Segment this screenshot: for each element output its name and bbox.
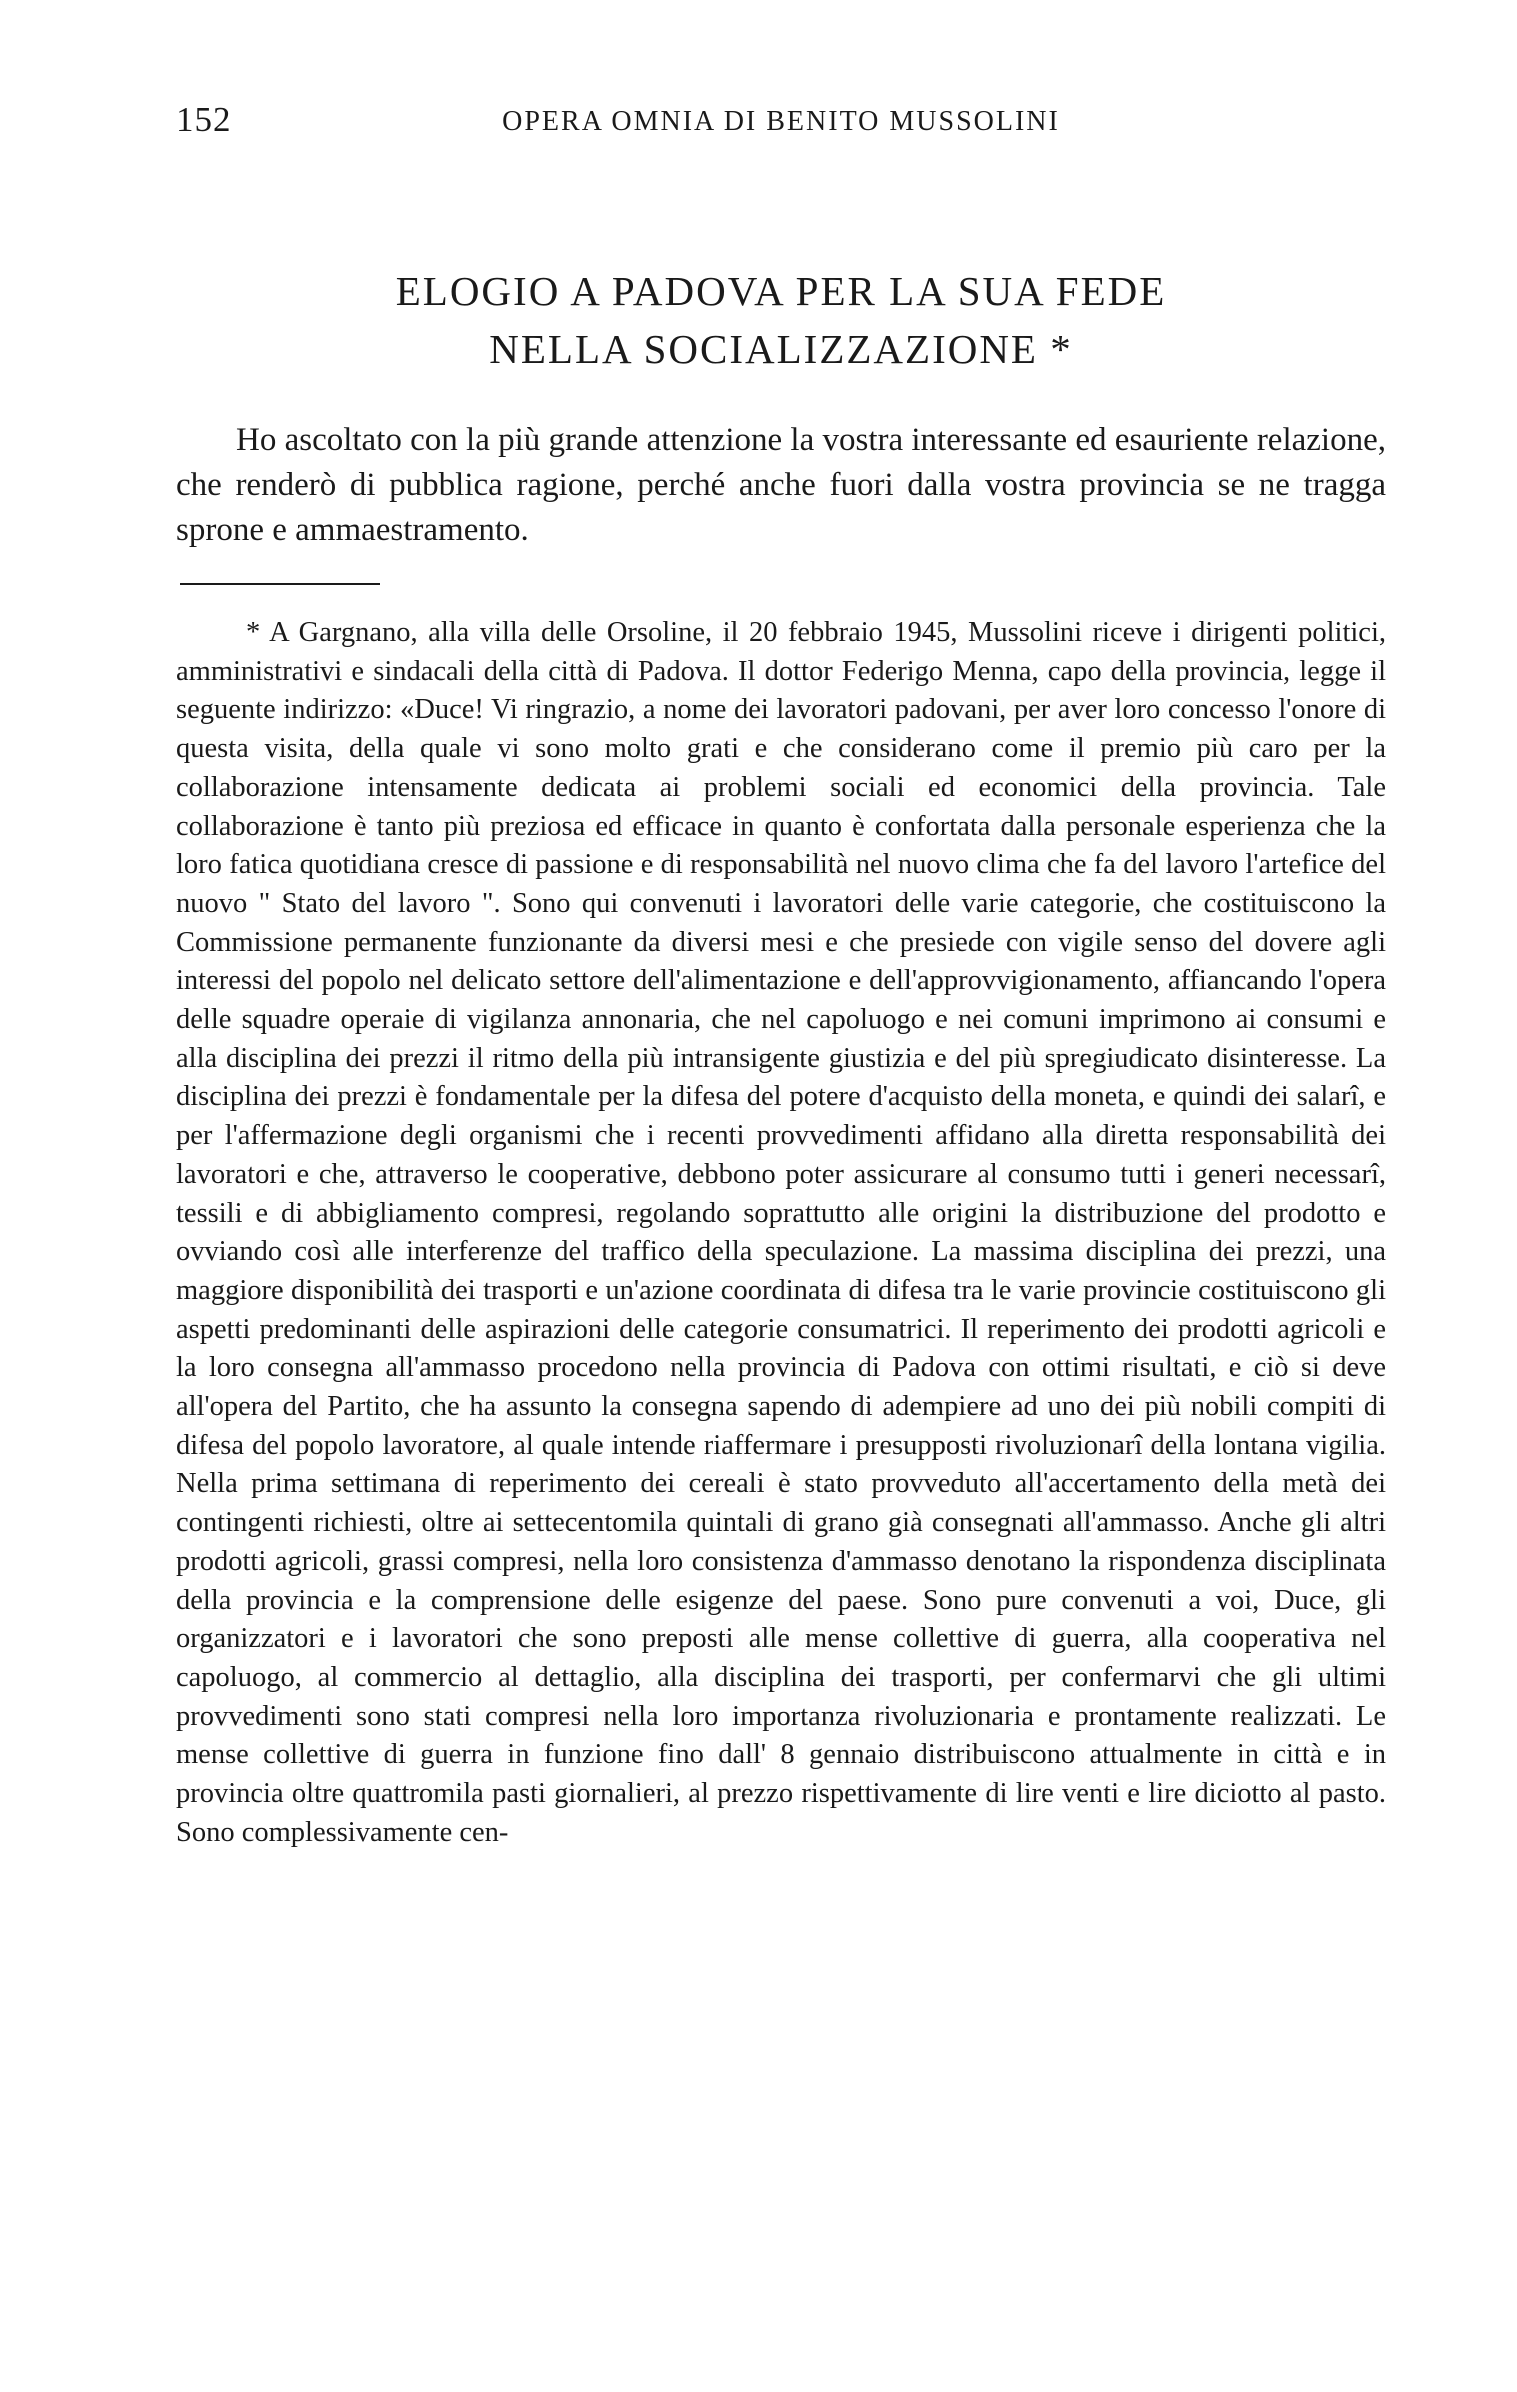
title-line-2: NELLA SOCIALIZZAZIONE * xyxy=(489,326,1073,372)
page-number: 152 xyxy=(176,100,232,139)
title-line-1: ELOGIO A PADOVA PER LA SUA FEDE xyxy=(395,268,1167,314)
running-title: OPERA OMNIA DI BENITO MUSSOLINI xyxy=(502,106,1060,137)
footnote-separator xyxy=(180,583,380,585)
article-title xyxy=(176,262,1386,378)
body-paragraph: Ho ascoltato con la più grande attenzione la vostra interessante ed esauriente relazione, che renderò di pubblica ragione, perché anche fuori dalla vostra provincia se ne tragga sprone e ammaestramento. xyxy=(176,422,1386,548)
running-head xyxy=(176,100,1386,150)
footnote: * A Gargnano, alla villa delle Orsoline, il 20 febbraio 1945, Mussolini riceve i dirigenti politici, amministrativi e sindacali della città di Padova. Il dottor Federigo Menna, capo della provincia, legge il seguente indirizzo: «Duce! Vi ringrazio, a nome dei lavoratori padovani, per aver loro concesso l'onore di questa visita, della quale vi sono molto grati e che considerano come il premio più caro per la collaborazione intensamente dedicata ai problemi sociali ed economici della provincia. Tale collaborazione è tanto più preziosa ed efficace in quanto è confortata dalla personale esperienza che la loro fatica quotidiana cresce di passione e di responsabilità nel nuovo clima che fa del lavoro l'artefice del nuovo " Stato del lavoro ". Sono qui convenuti i lavoratori delle varie categorie, che costituiscono la Commissione permanente funzionante da diversi mesi e che presiede con vigile senso del dovere agli interessi del popolo nel delicato settore dell'alimentazione e dell'approvvigionamento, affiancando l'opera delle squadre operaie di vigilanza annonaria, che nel capoluogo e nei comuni imprimono ai consumi e alla disciplina dei prezzi il ritmo della più intransigente giustizia e del più spregiudicato disinteresse. La disciplina dei prezzi è fondamentale per la difesa del potere d'acquisto della moneta, e quindi dei salarî, e per l'affermazione degli organismi che i recenti provvedimenti affidano alla diretta responsabilità dei lavoratori e che, attraverso le cooperative, debbono poter assicurare al consumo tutti i generi necessarî, tessili e di abbigliamento compresi, regolando soprattutto alle origini la distribuzione del prodotto e ovviando così alle interferenze del traffico della speculazione. La massima disciplina dei prezzi, una maggiore disponibilità dei trasporti e un'azione coordinata di difesa tra le varie provincie costituiscono gli aspetti predominanti delle aspirazioni delle categorie consumatrici. Il reperimento dei prodotti agricoli e la loro consegna all'ammasso procedono nella provincia di Padova con ottimi risultati, e ciò si deve all'opera del Partito, che ha assunto la consegna sapendo di adempiere ad uno dei più nobili compiti di difesa del popolo lavoratore, al quale intende riaffermare i presupposti rivoluzionarî della lontana vigilia. Nella prima settimana di reperimento dei cereali è stato provveduto all'accertamento della metà dei contingenti richiesti, oltre ai settecentomila quintali di grano già consegnati all'ammasso. Anche gli altri prodotti agricoli, grassi compresi, nella loro consistenza d'ammasso denotano la rispondenza disciplinata della provincia e la comprensione delle esigenze del paese. Sono pure convenuti a voi, Duce, gli organizzatori e i lavoratori che sono preposti alle mense collettive di guerra, alla cooperativa nel capoluogo, al commercio al dettaglio, alla disciplina dei trasporti, per confermarvi che gli ultimi provvedimenti sono stati compresi nella loro importanza rivoluzionaria e prontamente realizzati. Le mense collettive di guerra in funzione fino dall' 8 gennaio distribuiscono attualmente in città e in provincia oltre quattromila pasti giornalieri, al prezzo rispettivamente di lire venti e lire diciotto al pasto. Sono complessivamente cen- xyxy=(176,617,1386,1848)
